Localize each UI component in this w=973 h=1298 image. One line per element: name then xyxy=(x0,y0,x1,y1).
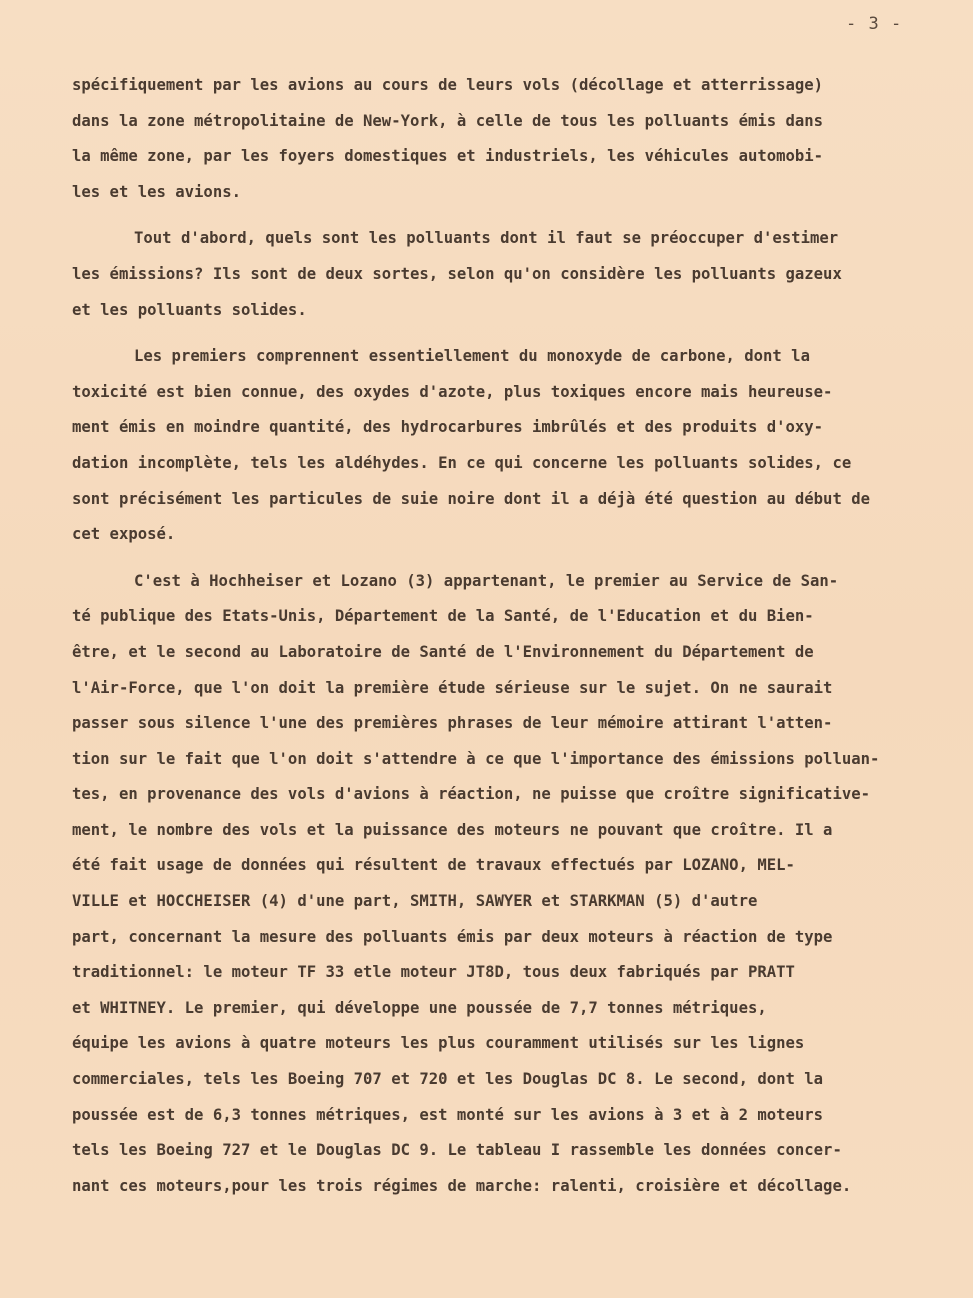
text-line: té publique des Etats-Unis, Département de la Santé, de l'Education et du Bien- xyxy=(72,607,814,626)
text-line: C'est à Hochheiser et Lozano (3) appartenant, le premier au Service de San- xyxy=(134,571,839,590)
text-line: équipe les avions à quatre moteurs les plus couramment utilisés sur les lignes xyxy=(72,1034,805,1053)
text-line: ment, le nombre des vols et la puissance des moteurs ne pouvant que croître. Il a xyxy=(72,820,833,839)
text-line: dation incomplète, tels les aldéhydes. En ce qui concerne les polluants solides, ce xyxy=(72,453,852,472)
text-line: Les premiers comprennent essentiellement du monoxyde de carbone, dont la xyxy=(134,347,810,366)
text-line: les émissions? Ils sont de deux sortes, selon qu'on considère les polluants gazeux xyxy=(72,264,842,283)
text-line: ment émis en moindre quantité, des hydrocarbures imbrûlés et des produits d'oxy- xyxy=(72,418,824,437)
text-line: traditionnel: le moteur TF 33 etle moteur JT8D, tous deux fabriqués par PRATT xyxy=(72,963,795,982)
text-line: spécifiquement par les avions au cours de leurs vols (décollage et atterrissage) xyxy=(72,76,824,94)
text-line: tes, en provenance des vols d'avions à réaction, ne puisse que croître significative- xyxy=(72,785,870,804)
text-line: l'Air-Force, que l'on doit la première étude sérieuse sur le sujet. On ne saurait xyxy=(72,678,833,697)
body-text xyxy=(72,68,962,1204)
text-line: Tout d'abord, quels sont les polluants dont il faut se préoccuper d'estimer xyxy=(134,229,839,248)
text-line: poussée est de 6,3 tonnes métriques, est monté sur les avions à 3 et à 2 moteurs xyxy=(72,1105,824,1124)
text-line: la même zone, par les foyers domestiques et industriels, les véhicules automobi- xyxy=(72,147,824,166)
text-line: et les polluants solides. xyxy=(72,300,307,319)
text-line: et WHITNEY. Le premier, qui développe une poussée de 7,7 tonnes métriques, xyxy=(72,998,767,1017)
text-line: dans la zone métropolitaine de New-York, à celle de tous les polluants émis dans xyxy=(72,111,824,130)
text-line: part, concernant la mesure des polluants émis par deux moteurs à réaction de type xyxy=(72,927,833,946)
paragraph-1 xyxy=(72,68,962,210)
text-line: tion sur le fait que l'on doit s'attendre à ce que l'importance des émissions polluan- xyxy=(72,749,880,768)
text-line: commerciales, tels les Boeing 707 et 720 et les Douglas DC 8. Le second, dont la xyxy=(72,1070,824,1089)
paragraph-2 xyxy=(72,221,962,328)
paragraph-4 xyxy=(72,564,962,1205)
page-number: - 3 - xyxy=(846,14,903,34)
text-line: tels les Boeing 727 et le Douglas DC 9. Le tableau I rassemble les données concer- xyxy=(72,1141,842,1160)
paragraph-3 xyxy=(72,339,962,553)
text-line: cet exposé. xyxy=(72,525,176,544)
text-line: passer sous silence l'une des premières phrases de leur mémoire attirant l'atten- xyxy=(72,714,833,733)
text-line: les et les avions. xyxy=(72,182,241,201)
text-line: VILLE et HOCCHEISER (4) d'une part, SMITH, SAWYER et STARKMAN (5) d'autre xyxy=(72,892,758,911)
text-line: été fait usage de données qui résultent de travaux effectués par LOZANO, MEL- xyxy=(72,856,795,875)
text-line: toxicité est bien connue, des oxydes d'azote, plus toxiques encore mais heureuse- xyxy=(72,382,833,401)
text-line: être, et le second au Laboratoire de Santé de l'Environnement du Département de xyxy=(72,642,814,661)
text-line: sont précisément les particules de suie noire dont il a déjà été question au début de xyxy=(72,489,870,508)
text-line: nant ces moteurs,pour les trois régimes de marche: ralenti, croisière et décollage. xyxy=(72,1176,852,1195)
